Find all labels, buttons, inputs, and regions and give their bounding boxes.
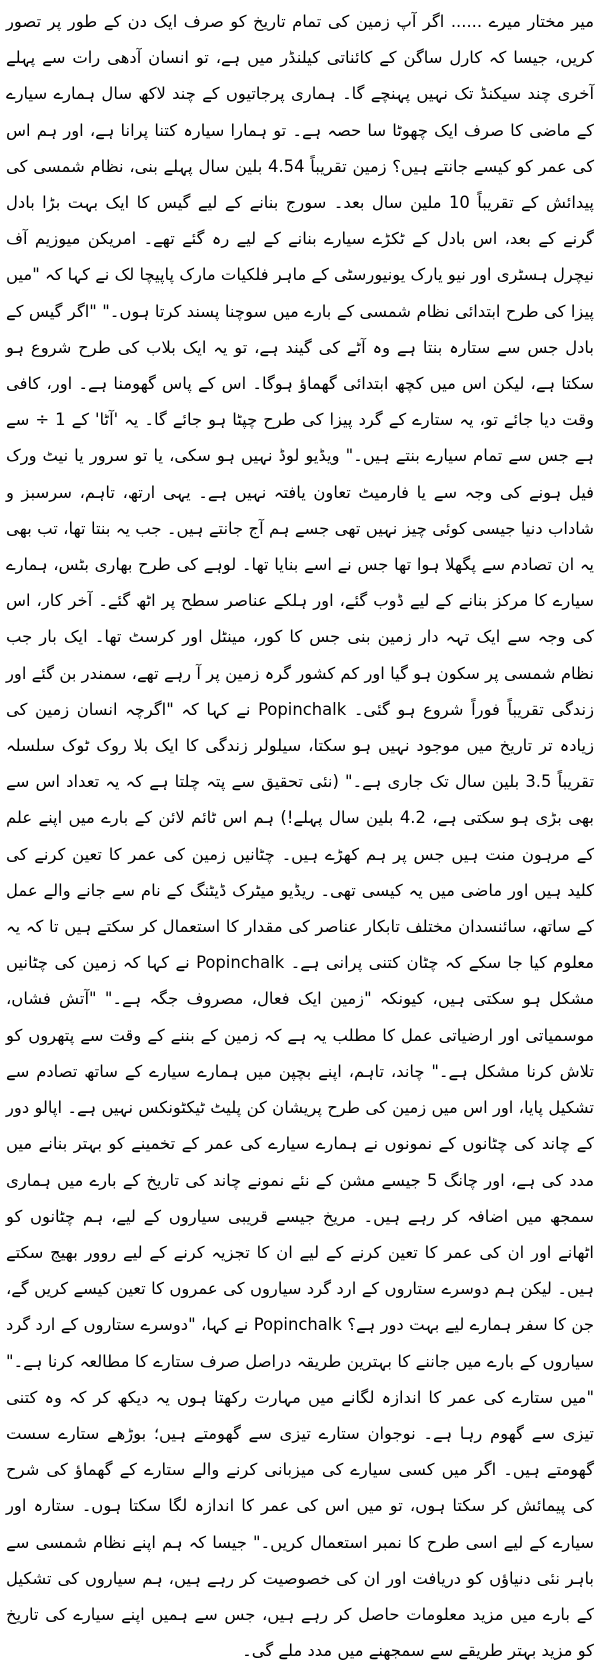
article-body-text: میر مختار میرے ...... اگر آپ زمین کی تمام تاریخ کو صرف ایک دن کے طور پر تصور کریں، جیسا کہ کارل ساگن کے کائناتی کیلنڈر میں ہے، تو انسان آدھی رات سے پہلے آخری چند سیکنڈ تک نہیں پہنچے گا۔ ہماری پرجاتیوں کے چند لاکھ سال ہمارے سیارے کے ماضی کا صرف ایک چھوٹا سا حصہ ہے۔ تو ہمارا سیارہ کتنا پرانا ہے، اور ہم اس کی عمر کو کیسے جانتے ہیں؟ زمین تقریباً 4.54 بلین سال پہلے بنی، نظام شمسی کی پیدائش کے تقریباً 10 ملین سال بعد۔ سورج بنانے کے لیے گیس کا ایک بہت بڑا بادل گرنے کے بعد، اس بادل کے ٹکڑے سیارے بنانے کے لیے رہ گئے تھے۔ امریکن میوزیم آف نیچرل ہسٹری اور نیو یارک یونیورسٹی کے ماہر فلکیات مارک پاپیچا لک نے کہا کہ "میں پیزا کی طرح ابتدائی نظام شمسی کے بارے میں سوچنا پسند کرتا ہوں۔" "اگر گیس کے بادل جس سے ستارہ بنتا ہے وہ آٹے کی گیند ہے، تو یہ ایک بلاب کی طرح شروع ہو سکتا ہے، لیکن اس میں کچھ ابتدائی گھماؤ ہوگا۔ اس کے پاس گھومنا ہے۔ اور، کافی وقت دیا جائے تو، یہ ستارے کے گرد پیزا کی طرح چپٹا ہو جائے گا۔ یہ 'آٹا' کے 1 ÷ سے ہے جس سے تمام سیارے بنتے ہیں۔" ویڈیو لوڈ نہیں ہو سکی، یا تو سرور یا نیٹ ورک فیل ہونے کی وجہ سے یا فارمیٹ تعاون یافتہ نہیں ہے۔ یہی ارتھ، تاہم، سرسبز و شاداب دنیا جیسی کوئی چیز نہیں تھی جسے ہم آج جانتے ہیں۔ جب یہ بنتا تھا، تب بھی یہ ان تصادم سے پگھلا ہوا تھا جس نے اسے بنایا تھا۔ لوہے کی طرح بھاری بٹس، ہمارے سیارے کا مرکز بنانے کے لیے ڈوب گئے، اور ہلکے عناصر سطح پر اٹھ گئے۔ آخر کار، اس کی وجہ سے ایک تہہ دار زمین بنی جس کا کور، مینٹل اور کرسٹ تھا۔ ایک بار جب نظام شمسی پر سکون ہو گیا اور کم کشور گرہ زمین پر آ رہے تھے، سمندر بن گئے اور زندگی تقریباً فوراً شروع ہو گئی۔ Popinchalk نے کہا کہ "اگرچہ انسان زمین کی زیادہ تر تاریخ میں موجود نہیں ہو سکتا، سیلولر زندگی کا ایک بلا روک ٹوک سلسلہ تقریباً 3.5 بلین سال تک جاری ہے۔" (نئی تحقیق سے پتہ چلتا ہے کہ یہ تعداد اس سے بھی بڑی ہو سکتی ہے، 4.2 بلین سال پہلے!) ہم اس ٹائم لائن کے بارے میں اپنے علم کے مرہون منت ہیں جس پر ہم کھڑے ہیں۔ چٹانیں زمین کی عمر کا تعین کرنے کی کلید ہیں اور ماضی میں یہ کیسی تھی۔ ریڈیو میٹرک ڈیٹنگ کے نام سے جانے والے عمل کے ساتھ، سائنسدان مختلف تابکار عناصر کی مقدار کا استعمال کر سکتے ہیں تا کہ یہ معلوم کیا جا سکے کہ چٹان کتنی پرانی ہے۔ Popinchalk نے کہا کہ زمین کی چٹانیں مشکل ہو سکتی ہیں، کیونکہ "زمین ایک فعال، مصروف جگہ ہے۔" "آتش فشاں، موسمیاتی اور ارضیاتی عمل کا مطلب یہ ہے کہ زمین کے بننے کے وقت سے پتھروں کو تلاش کرنا مشکل ہے۔" چاند، تاہم، اپنے بچپن میں ہمارے سیارے کے ساتھ تصادم سے تشکیل پایا، اور اس میں زمین کی طرح پریشان کن پلیٹ ٹیکٹونکس نہیں ہے۔ اپالو دور کے چاند کی چٹانوں کے نمونوں نے ہمارے سیارے کی عمر کے تخمینے کو بہتر بنانے میں مدد کی ہے، اور چانگ 5 جیسے مشن کے نئے نمونے چاند کی تاریخ کے بارے میں ہماری سمجھ میں اضافہ کر رہے ہیں۔ مریخ جیسے قریبی سیاروں کے لیے، ہم چٹانوں کو اٹھانے اور ان کی عمر کا تعین کرنے کے لیے ان کا تجزیہ کرنے کے لیے روور بھیج سکتے ہیں۔ لیکن ہم دوسرے ستاروں کے ارد گرد سیاروں کی عمروں کا تعین کیسے کریں گے، جن کا سفر ہمارے لیے بہت دور ہے؟ Popinchalk نے کہا، "دوسرے ستاروں کے ارد گرد سیاروں کے بارے میں جاننے کا بہترین طریقہ دراصل صرف ستارے کا مطالعہ کرنا ہے۔" "میں ستارے کی عمر کا اندازہ لگانے میں مہارت رکھتا ہوں یہ دیکھ کر کہ وہ کتنی تیزی سے گھوم رہا ہے۔ نوجوان ستارے تیزی سے گھومتے ہیں؛ بوڑھے ستارے سست گھومتے ہیں۔ اگر میں کسی سیارے کی میزبانی کرنے والے ستارے کے گھماؤ کی شرح کی پیمائش کر سکتا ہوں، تو میں اس کی عمر کا اندازہ لگا سکتا ہوں۔ ستارہ اور سیارے کے لیے اسی طرح کا نمبر استعمال کریں۔" جیسا کہ ہم اپنے نظام شمسی سے باہر نئی دنیاؤں کو دریافت اور ان کی خصوصیت کر رہے ہیں، ہم سیاروں کی تشکیل کے بارے میں مزید معلومات حاصل کر رہے ہیں، جس سے ہمیں اپنے سیارے کی تاریخ کو مزید بہتر طریقے سے سمجھنے میں مدد ملے گی۔ bbox=[6, 12, 595, 1661]
